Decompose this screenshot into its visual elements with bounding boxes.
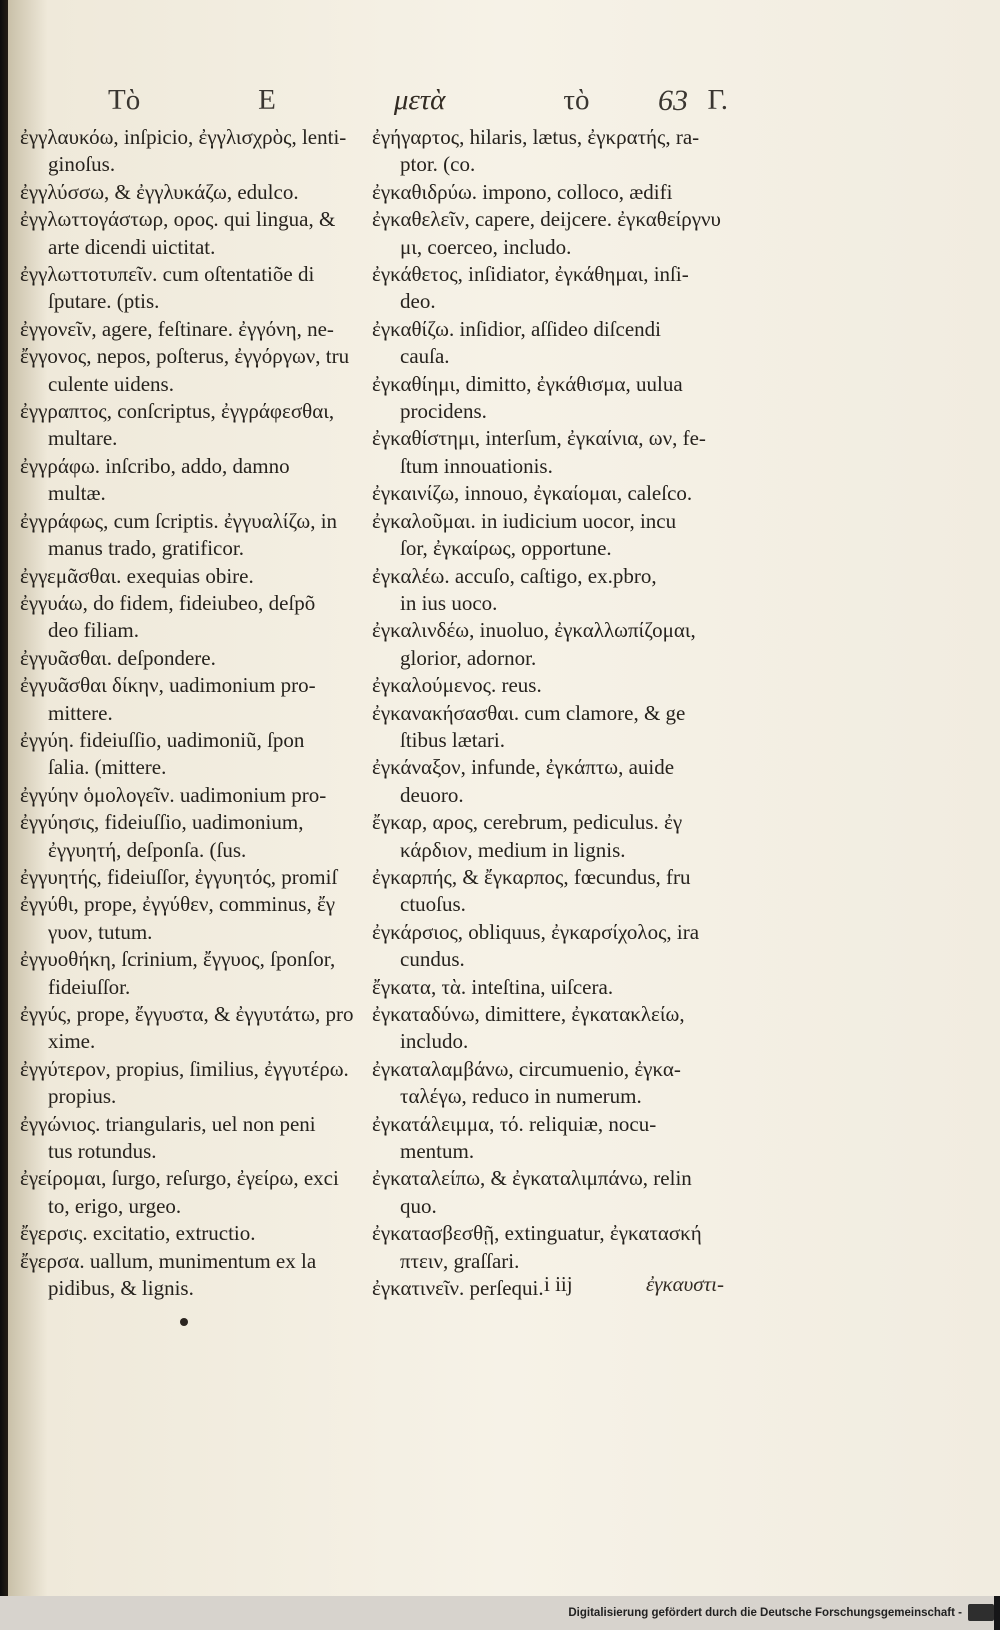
entry-line: ἐγκαλοῦμαι. in iudicium uocor, incu (372, 508, 677, 533)
entry-continuation: ctuoſus. (400, 892, 466, 917)
dictionary-entry (20, 1001, 365, 1056)
dictionary-entry (372, 919, 722, 974)
entry-continuation: πτειν, graſſari. (400, 1248, 520, 1273)
entry-continuation: glorior, adornor. (400, 645, 537, 670)
dictionary-entry (372, 700, 722, 755)
entry-continuation: ταλέγω, reduco in numerum. (400, 1084, 642, 1109)
dictionary-entry (20, 124, 365, 179)
entry-line: ἐγγυᾶσθαι δίκην, uadimonium pro- (20, 673, 316, 698)
entry-line: ἐγήγαρτος, hilaris, lætus, ἐγκρατής, ra- (372, 125, 700, 149)
entry-line: ἐγγυᾶσθαι. deſpondere. (20, 645, 216, 670)
entry-line: ἐγκαινίζω, innouo, ἐγκαίομαι, caleſco. (372, 481, 693, 506)
dictionary-entry (372, 1001, 722, 1056)
entry-continuation: pidibus, & lignis. (48, 1276, 194, 1301)
entry-continuation: cundus. (400, 947, 465, 972)
right-column (372, 124, 722, 1302)
catchword-line (544, 1272, 724, 1297)
dictionary-entry (20, 398, 365, 453)
entry-line: ἐγγυοθήκη, ſcrinium, ἔγγυος, ſponſor, (20, 947, 336, 972)
entry-line: ἐγγράφως, cum ſcriptis. ἐγγυαλίζω, in (20, 508, 338, 533)
entry-line: ἐγγύη. fideiuſſio, uadimoniũ, ſpon (20, 727, 305, 752)
entry-continuation: fideiuſſor. (48, 974, 131, 999)
entry-line: ἐγγύθι, prope, ἐγγύθεν, comminus, ἔγ (20, 892, 336, 917)
entry-line: ἐγγλωττογάστωρ, ορος. qui lingua, & (20, 207, 336, 232)
dictionary-entry (20, 809, 365, 864)
entry-continuation: deo filiam. (48, 618, 139, 643)
entry-line: ἐγκατάλειμμα, τό. reliquiæ, nocu- (372, 1111, 657, 1136)
dictionary-entry (372, 508, 722, 563)
dictionary-entry (20, 590, 365, 645)
dictionary-entry (372, 864, 722, 919)
entry-line: ἐγγεμᾶσθαι. exequias obire. (20, 563, 254, 588)
entry-line: ἐγείρομαι, ſurgo, reſurgo, ἐγείρω, exci (20, 1166, 339, 1191)
running-head-word: Γ. (707, 84, 728, 116)
ink-spot (180, 1318, 188, 1326)
entry-line: ἔγερσις. excitatio, extructio. (20, 1221, 256, 1246)
entry-line: ἐγγυάω, do fidem, fideiubeo, deſpõ (20, 590, 316, 615)
entry-continuation: arte dicendi uictitat. (48, 234, 216, 259)
dictionary-entry (20, 261, 365, 316)
dictionary-entry (20, 672, 365, 727)
entry-continuation: culente uidens. (48, 371, 174, 396)
running-head-word: Τὸ (108, 84, 141, 116)
entry-continuation: to, erigo, urgeo. (48, 1193, 182, 1218)
entry-line: ἐγκαταλείπω, & ἐγκαταλιμπάνω, relin (372, 1166, 692, 1191)
dictionary-entry (372, 179, 722, 206)
entry-line: ἐγκαθίστημι, interſum, ἐγκαίνια, ων, fe- (372, 426, 706, 451)
entry-line: ἐγκαθίζω. inſidior, aſſideo diſcendi (372, 316, 661, 341)
entry-line: ἐγγλωττοτυπεῖν. cum oſtentatiõe di (20, 262, 315, 287)
dictionary-entry (372, 1111, 722, 1166)
entry-continuation: ſputare. (ptis. (48, 289, 160, 314)
dictionary-entry (372, 1165, 722, 1220)
dictionary-entry (20, 1111, 365, 1166)
entry-line: ἐγγύησις, fideiuſſio, uadimonium, (20, 810, 304, 835)
dictionary-entry (20, 1220, 365, 1247)
signature-mark: i iij (544, 1272, 573, 1296)
entry-line: ἐγγώνιος. triangularis, uel non peni (20, 1111, 316, 1136)
dictionary-entry (20, 891, 365, 946)
entry-line: ἐγγονεῖν, agere, feſtinare. ἐγγόνη, ne- (20, 316, 334, 341)
dictionary-entry (20, 453, 365, 508)
dictionary-entry (372, 1220, 722, 1275)
entry-continuation: ἐγγυητή, deſponſa. (ſus. (48, 837, 247, 862)
entry-line: ἔγγονος, nepos, poſterus, ἐγγόργων, tru (20, 344, 350, 369)
entry-line: ἐγκατασβεσθῇ, extinguatur, ἐγκατασκή (372, 1221, 702, 1246)
dictionary-entry (20, 343, 365, 398)
entry-line: ἐγγράφω. inſcribo, addo, damno (20, 453, 290, 478)
entry-line: ἐγγυητής, fideiuſſor, ἐγγυητός, promiſ (20, 864, 338, 889)
dfg-logo (968, 1604, 994, 1621)
entry-line: ἔγκατα, τὰ. inteſtina, uiſcera. (372, 974, 614, 999)
entry-continuation: quo. (400, 1193, 437, 1218)
entry-line: ἐγκαλινδέω, inuoluo, ἐγκαλλωπίζομαι, (372, 618, 696, 643)
dictionary-entry (372, 480, 722, 507)
entry-continuation: mentum. (400, 1139, 475, 1164)
entry-line: ἐγγύς, prope, ἔγγυστα, & ἐγγυτάτω, pro (20, 1002, 354, 1026)
dictionary-entry (372, 371, 722, 426)
entry-continuation: cauſa. (400, 344, 450, 369)
entry-continuation: deo. (400, 289, 436, 314)
entry-line: ἐγγύτερον, propius, ſimilius, ἐγγυτέρω. (20, 1056, 349, 1081)
entry-line: ἐγγλαυκόω, inſpicio, ἐγγλισχρὸς, lenti- (20, 125, 347, 149)
entry-continuation: procidens. (400, 399, 487, 424)
dictionary-entry (372, 261, 722, 316)
entry-continuation: ſalia. (mittere. (48, 755, 167, 780)
entry-continuation: ſtibus lætari. (400, 727, 505, 752)
dictionary-entry (20, 179, 365, 206)
dictionary-entry (20, 508, 365, 563)
entry-line: ἐγκάρσιος, obliquus, ἐγκαρσίχολος, ira (372, 919, 700, 944)
dictionary-entry (372, 124, 722, 179)
entry-line: ἐγκανακήσασθαι. cum clamore, & ge (372, 700, 686, 725)
entry-line: ἐγκαταδύνω, dimittere, ἐγκατακλείω, (372, 1002, 685, 1026)
entry-continuation: ſtum innouationis. (400, 453, 553, 478)
entry-line: ἐγγλύσσω, & ἐγγλυκάζω, edulco. (20, 179, 299, 204)
entry-continuation: μι, coerceo, includo. (400, 234, 572, 259)
dictionary-entry (372, 425, 722, 480)
dictionary-entry (372, 672, 722, 699)
dictionary-entry (20, 864, 365, 891)
entry-line: ἐγκαθελεῖν, capere, deijcere. ἐγκαθείργνυ (372, 207, 721, 232)
dictionary-entry (372, 617, 722, 672)
entry-line: ἐγκάναξον, infunde, ἐγκάπτω, auide (372, 755, 675, 780)
dictionary-entry (372, 809, 722, 864)
entry-continuation: manus trado, gratificor. (48, 536, 244, 561)
entry-line: ἐγγραπτος, conſcriptus, ἐγγράφεσθαι, (20, 399, 335, 424)
dictionary-entry (20, 206, 365, 261)
entry-continuation: propius. (48, 1084, 117, 1109)
dictionary-entry (372, 974, 722, 1001)
entry-line: ἔγκαρ, αρος, cerebrum, pediculus. ἐγ (372, 810, 683, 835)
entry-continuation: xime. (48, 1029, 96, 1054)
dictionary-entry (20, 563, 365, 590)
entry-line: ἐγκαθίημι, dimitto, ἐγκάθισμα, uulua (372, 371, 683, 396)
entry-continuation: κάρδιον, medium in lignis. (400, 837, 626, 862)
entry-continuation: includo. (400, 1029, 469, 1054)
dictionary-entry (372, 316, 722, 371)
dictionary-entry (20, 946, 365, 1001)
running-head-word: μετὰ (393, 84, 446, 116)
dictionary-entry (20, 727, 365, 782)
left-column (20, 124, 365, 1302)
entry-line: ἐγκαλούμενος. reus. (372, 673, 542, 698)
entry-line: ἐγκαρπής, & ἔγκαρπος, fœcundus, fru (372, 864, 691, 889)
entry-continuation: ginoſus. (48, 152, 116, 177)
catchword: ἐγκαυστι- (646, 1272, 724, 1296)
page-number: 63 (658, 84, 688, 117)
entry-continuation: ſor, ἐγκαίρως, opportune. (400, 536, 612, 561)
entry-continuation: mittere. (48, 700, 113, 725)
entry-line: ἐγγύην ὁμολογεῖν. uadimonium pro- (20, 782, 327, 807)
entry-continuation: multæ. (48, 481, 106, 506)
entry-continuation: multare. (48, 426, 118, 451)
entry-continuation: γυον, tutum. (48, 919, 153, 944)
dictionary-entry (20, 1248, 365, 1303)
entry-line: ἔγερσα. uallum, munimentum ex la (20, 1248, 317, 1273)
running-head-word: τὸ (563, 84, 590, 116)
dictionary-entry (20, 1165, 365, 1220)
footer-credit: Digitalisierung gefördert durch die Deutsche Forschungsgemeinschaft - (568, 1607, 962, 1619)
dictionary-entry (20, 782, 365, 809)
entry-continuation: tus rotundus. (48, 1139, 157, 1164)
entry-line: ἐγκαθιδρύω. impono, colloco, ædifi (372, 179, 673, 204)
entry-line: ἐγκατινεῖν. perſequi. (372, 1276, 544, 1301)
dictionary-entry (372, 1056, 722, 1111)
entry-continuation: deuoro. (400, 782, 464, 807)
entry-line: ἐγκάθετος, inſidiator, ἐγκάθημαι, inſi- (372, 262, 689, 287)
entry-continuation: ptor. (co. (400, 152, 476, 177)
scanned-page (8, 0, 1000, 1596)
dictionary-entry (372, 206, 722, 261)
entry-line: ἐγκαταλαμβάνω, circumuenio, ἐγκα- (372, 1056, 681, 1081)
dictionary-entry (20, 1056, 365, 1111)
dictionary-entry (20, 645, 365, 672)
dictionary-entry (372, 754, 722, 809)
dictionary-entry (20, 316, 365, 343)
dictionary-entry (372, 563, 722, 618)
running-head (108, 84, 728, 117)
entry-continuation: in ius uoco. (400, 590, 498, 615)
running-head-word: Ε (258, 84, 276, 116)
entry-line: ἐγκαλέω. accuſo, caſtigo, ex.pbro, (372, 563, 657, 588)
